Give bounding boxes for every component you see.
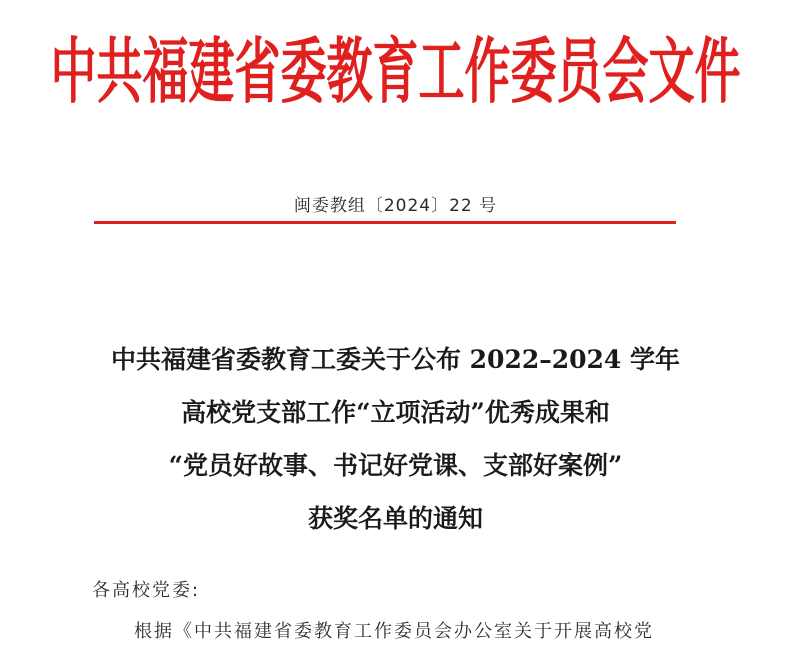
- salutation: 各高校党委:: [92, 580, 201, 601]
- title-line: 高校党支部工作“立项活动”优秀成果和: [181, 398, 610, 427]
- document-number: 闽委教组〔2024〕22 号: [293, 196, 498, 216]
- title-line: 获奖名单的通知: [307, 504, 483, 533]
- document-title: [0, 333, 791, 545]
- issuer-masthead: [0, 28, 791, 114]
- body-paragraph-first-line: 根据《中共福建省委教育工作委员会办公室关于开展高校党: [134, 621, 654, 642]
- title-line: “党员好故事、书记好党课、支部好案例”: [168, 451, 623, 480]
- red-divider-rule: [94, 221, 676, 224]
- title-line: 中共福建省委教育工委关于公布 2022–2024 学年: [110, 345, 681, 374]
- issuer-masthead-text: 中共福建省委教育工作委员会文件: [50, 29, 741, 113]
